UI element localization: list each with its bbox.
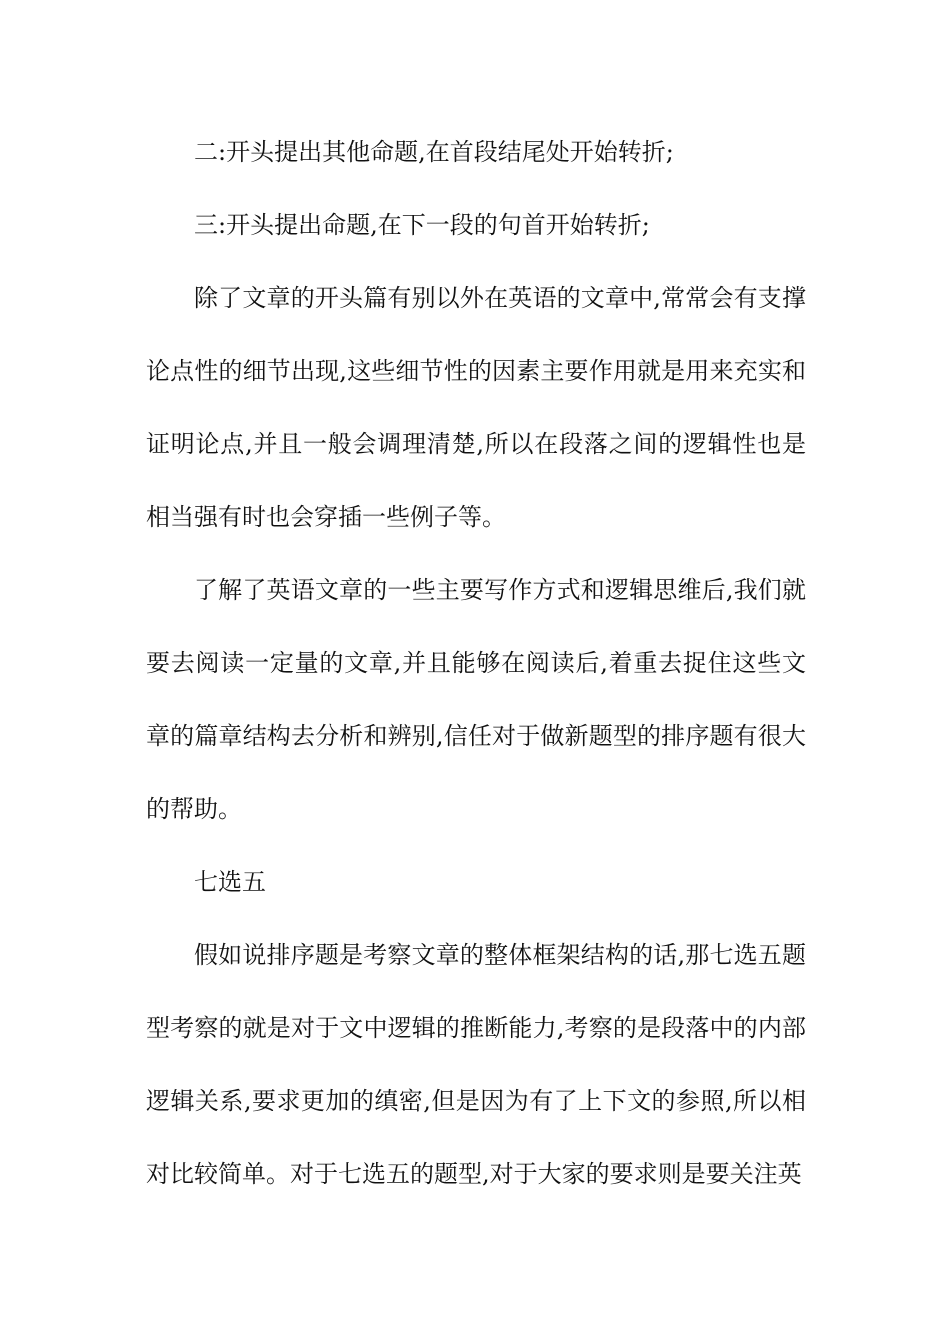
document-page xyxy=(146,116,806,1211)
paragraph-reading-advice: 了解了英语文章的一些主要写作方式和逻辑思维后,我们就要去阅读一定量的文章,并且能够在阅读后,着重去捉住这些文章的篇章结构去分析和辨别,信任对于做新题型的排序题有很大的帮助。 xyxy=(146,576,806,823)
paragraph-point-two: 二:开头提出其他命题,在首段结尾处开始转折; xyxy=(194,138,674,166)
section-heading-seven-choose-five: 七选五 xyxy=(194,868,266,896)
paragraph-point-three: 三:开头提出命题,在下一段的句首开始转折; xyxy=(194,211,650,239)
paragraph-seven-choose-five: 假如说排序题是考察文章的整体框架结构的话,那七选五题型考察的就是对于文中逻辑的推断能力,考察的是段落中的内部逻辑关系,要求更加的缜密,但是因为有了上下文的参照,所以相对比较简单。对于七选五的题型,对于大家的要求则是要关注英 xyxy=(146,941,806,1188)
paragraph-supporting-details: 除了文章的开头篇有别以外在英语的文章中,常常会有支撑论点性的细节出现,这些细节性的因素主要作用就是用来充实和证明论点,并且一般会调理清楚,所以在段落之间的逻辑性也是相当强有时也会穿插一些例子等。 xyxy=(146,284,806,531)
